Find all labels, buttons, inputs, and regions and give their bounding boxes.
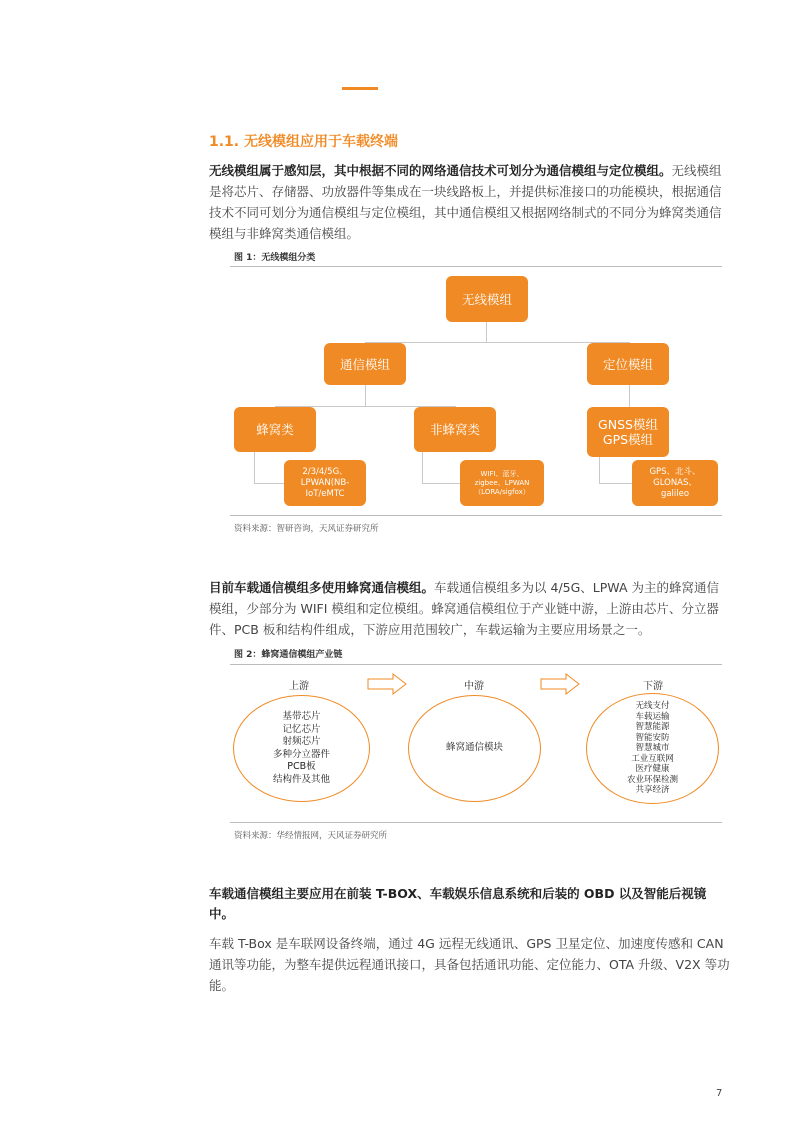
gnss-node-line: GPS模组 xyxy=(602,432,654,447)
non-cellular-node: 非蜂窝类 xyxy=(414,407,496,452)
leaf-line: IoT/eMTC xyxy=(305,488,345,499)
upstream-circle xyxy=(233,695,370,802)
figure1-title: 图 1：无线模组分类 xyxy=(234,253,316,263)
cellular-paragraph-bold: 目前车载通信模组多使用蜂窝通信模组。 xyxy=(209,580,435,595)
top-accent-bar xyxy=(342,87,378,90)
page-number: 7 xyxy=(716,1088,723,1099)
downstream-item: 智慧城市 xyxy=(635,743,670,754)
midstream-label: 中游 xyxy=(464,681,484,692)
figure2-source: 资料来源：华经情报网，天风证券研究所 xyxy=(234,831,388,841)
leaf-line: GPS、北斗、 xyxy=(649,466,701,477)
leaf-line: galileo xyxy=(660,488,690,499)
leaf-line: （LORA/sigfox） xyxy=(474,487,530,496)
connector xyxy=(599,483,632,484)
arrow-right-icon xyxy=(540,673,580,695)
gnss-leaf-node xyxy=(632,460,718,506)
cellular-paragraph xyxy=(209,577,731,640)
connector xyxy=(365,385,366,407)
upstream-item: PCB板 xyxy=(287,761,316,772)
leaf-line: 2/3/4/5G、 xyxy=(302,466,348,477)
downstream-item: 工业互联网 xyxy=(631,753,674,764)
gnss-module-node xyxy=(587,407,669,457)
communication-module-node: 通信模组 xyxy=(324,343,406,385)
positioning-module-node: 定位模组 xyxy=(587,343,669,385)
figure1-source: 资料来源：智研咨询，天风证券研究所 xyxy=(234,524,379,534)
tbox-paragraph: 车载 T-Box 是车联网设备终端，通过 4G 远程无线通讯、GPS 卫星定位、加速度传感和 CAN 通讯等功能，为整车提供远程通讯接口，具备包括通讯功能、定位能力、OTA 升级、V2X 等功能。 xyxy=(209,936,730,993)
intro-paragraph-bold: 无线模组属于感知层，其中根据不同的网络通信技术可划分为通信模组与定位模组。 xyxy=(209,163,672,178)
leaf-line: GLONAS、 xyxy=(653,477,697,488)
figure2-title: 图 2：蜂窝通信模组产业链 xyxy=(234,650,343,660)
cellular-paragraph-text: 车载通信模组多为以 4/5G、LPWA 为主的蜂窝通信模组，少部分为 WIFI 模组和定位模组。蜂窝通信模组位于产业链中游，上游由芯片、分立器件、PCB 板和结构件组成，下游应用范围较广，车载运输为主要应用场景之一。 xyxy=(209,580,719,637)
non-cellular-leaf-node xyxy=(460,460,544,506)
downstream-item: 车载运输 xyxy=(635,711,670,722)
downstream-item: 智能安防 xyxy=(635,732,670,743)
arrow-right-icon xyxy=(367,673,407,695)
tbox-heading: 车载通信模组主要应用在前装 T-BOX、车载娱乐信息系统和后装的 OBD 以及智能后视镜中。 xyxy=(209,886,707,921)
intro-paragraph-text: 无线模组是将芯片、存储器、功放器件等集成在一块线路板上，并提供标准接口的功能模块，根据通信技术不同可划分为通信模组与定位模组，其中通信模组又根据网络制式的不同分为蜂窝类通信模组与非蜂窝类通信模组。 xyxy=(209,163,722,241)
downstream-item: 农业环保检测 xyxy=(626,774,678,785)
figure2-top-rule xyxy=(230,664,722,665)
upstream-item: 基带芯片 xyxy=(282,711,321,722)
leaf-line: LPWAN(NB- xyxy=(300,477,350,488)
downstream-item: 共享经济 xyxy=(635,785,670,796)
upstream-label: 上游 xyxy=(289,681,309,692)
downstream-item: 智慧能源 xyxy=(635,722,670,733)
connector xyxy=(422,452,423,484)
wireless-module-node: 无线模组 xyxy=(446,276,528,322)
intro-paragraph xyxy=(209,160,731,244)
connector xyxy=(599,457,600,484)
connector xyxy=(629,385,630,407)
connector xyxy=(422,483,460,484)
figure1-bottom-rule xyxy=(230,515,722,516)
connector xyxy=(254,452,255,484)
upstream-item: 射频芯片 xyxy=(282,736,321,747)
downstream-circle xyxy=(586,693,719,804)
midstream-item: 蜂窝通信模块 xyxy=(445,742,503,754)
leaf-line: zigbee、LPWAN xyxy=(474,478,530,487)
midstream-circle xyxy=(408,695,541,802)
upstream-item: 多种分立器件 xyxy=(272,748,330,760)
connector xyxy=(486,322,487,343)
upstream-item: 结构件及其他 xyxy=(272,773,330,785)
gnss-node-line: GNSS模组 xyxy=(598,417,658,432)
figure2-bottom-rule xyxy=(230,822,722,823)
downstream-item: 无线支付 xyxy=(635,701,670,712)
connector xyxy=(254,483,284,484)
figure1-top-rule xyxy=(230,266,722,267)
section-title: 1.1. 无线模组应用于车载终端 xyxy=(209,134,398,150)
cellular-leaf-node xyxy=(284,460,366,506)
upstream-item: 记忆芯片 xyxy=(282,723,321,735)
downstream-item: 医疗健康 xyxy=(635,764,670,775)
cellular-node: 蜂窝类 xyxy=(234,407,316,452)
leaf-line: WIFI、蓝牙、 xyxy=(480,469,524,478)
downstream-label: 下游 xyxy=(643,681,663,692)
